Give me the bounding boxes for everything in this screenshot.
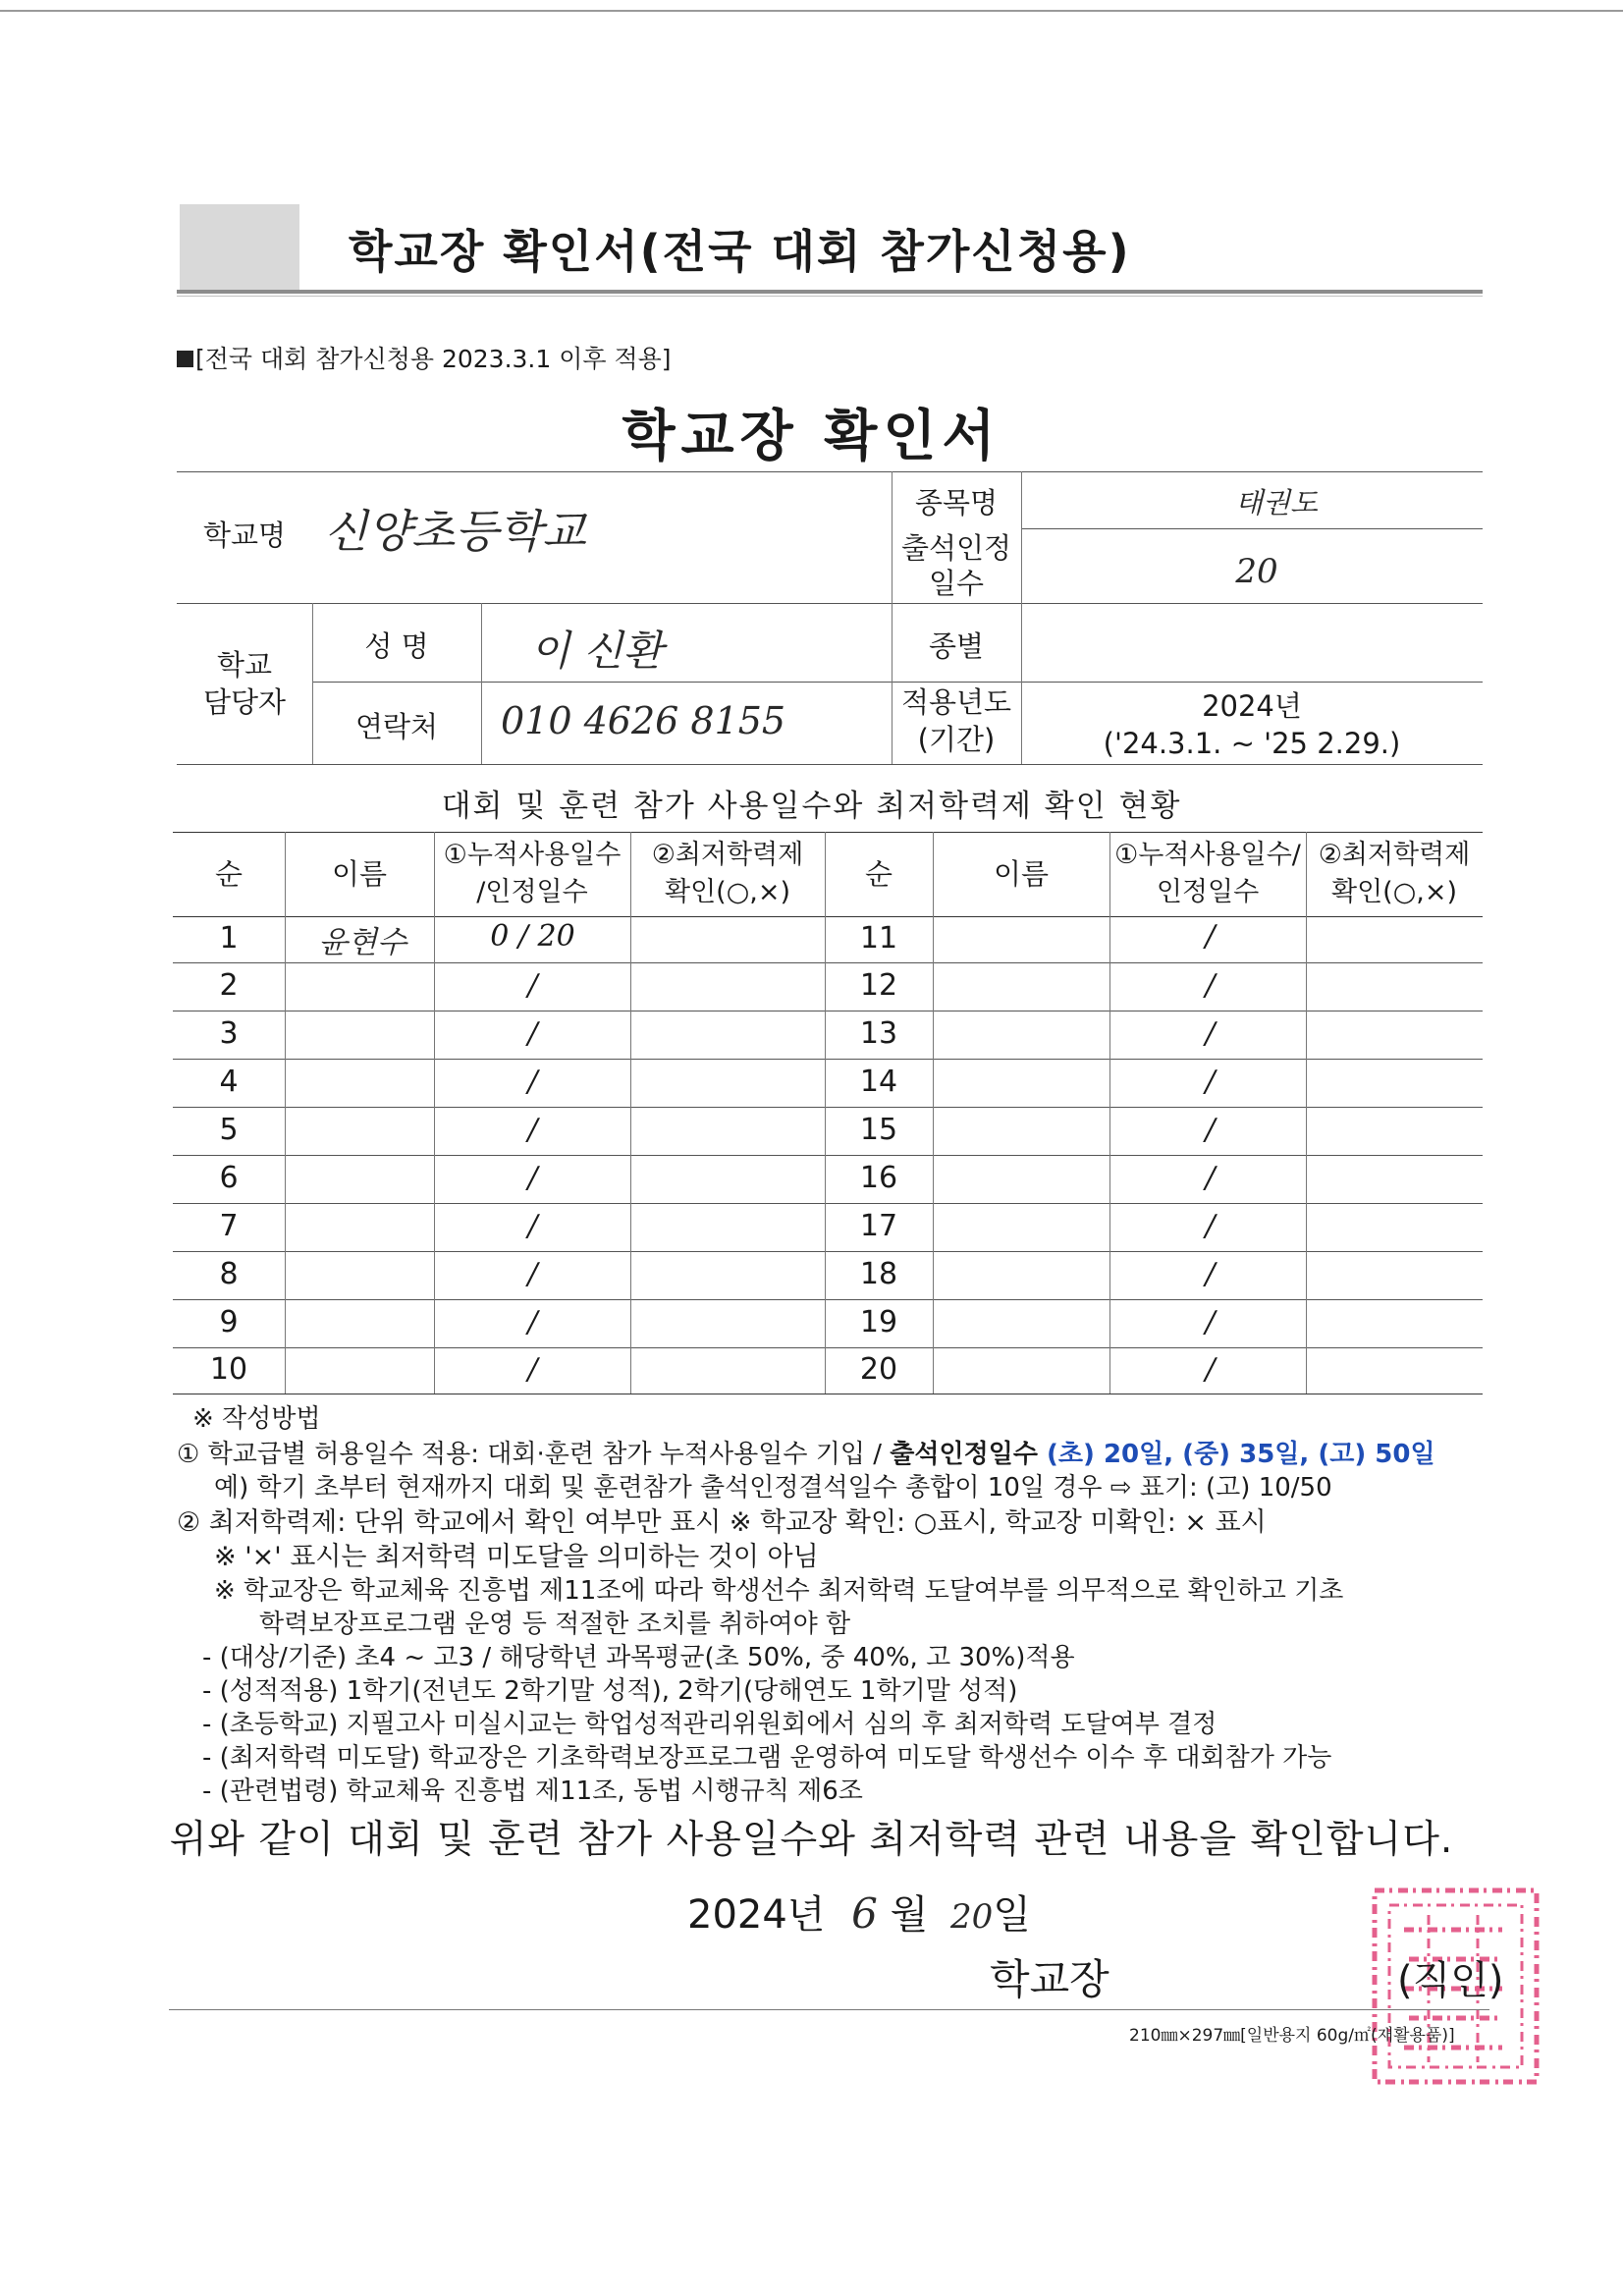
rule (173, 1107, 1483, 1108)
header-min-left-line2: 확인(○,×) (665, 877, 790, 907)
instruction-2-note2b: 학력보장프로그램 운영 등 적절한 조치를 취하여야 함 (259, 1610, 851, 1639)
instruction-2: ② 최저학력제: 단위 학교에서 확인 여부만 표시 ※ 학교장 확인: ○표시, 학교장 미확인: × 표시 (177, 1507, 1267, 1538)
rule (312, 682, 1483, 683)
attendance-label-line2: 일수 (928, 567, 985, 600)
manager-label-line1: 학교 (216, 648, 273, 682)
header-rule (177, 290, 1483, 294)
note-text: [전국 대회 참가신청용 2023.3.1 이후 적용] (195, 345, 672, 373)
instruction-1-highlight: (초) 20일, (중) 35일, (고) 50일 (1037, 1440, 1435, 1469)
row-3-days: / (527, 1016, 538, 1051)
row-20-no: 20 (859, 1352, 898, 1387)
row-18-days: / (1205, 1257, 1216, 1291)
attendance-days-value: 20 (1235, 552, 1278, 591)
scan-top-edge (0, 10, 1623, 12)
row-12-no: 12 (859, 968, 898, 1003)
year-label-line2: (기간) (917, 723, 996, 756)
year-label-line1: 적용년도 (900, 685, 1012, 719)
row-5-days: / (527, 1113, 538, 1147)
rule (1109, 832, 1110, 1394)
instruction-1-bold: 출석인정일수 (890, 1440, 1038, 1469)
header-name-right: 이름 (993, 857, 1050, 891)
date-year: 2024년 (687, 1892, 826, 1938)
instruction-dash-4: - (최저학력 미도달) 학교장은 기초학력보장프로그램 운영하여 미도달 학생선수 이수 후 대회참가 가능 (202, 1743, 1332, 1773)
header-min-left (630, 837, 825, 911)
row-19-no: 19 (859, 1305, 898, 1339)
event-label: 종별 (928, 629, 985, 663)
row-19-days: / (1205, 1305, 1216, 1339)
rule (1306, 832, 1307, 1394)
attendance-label-line1: 출석인정 (900, 531, 1012, 565)
row-14-no: 14 (859, 1065, 898, 1099)
header-days-right-line2: 인정일수 (1156, 877, 1260, 907)
row-13-days: / (1205, 1016, 1216, 1051)
header-days-left (434, 837, 630, 911)
applicability-note (177, 340, 672, 375)
square-bullet-icon (177, 351, 193, 367)
rule (630, 832, 631, 1394)
row-20-days: / (1205, 1352, 1216, 1387)
principal-label: 학교장 (990, 1955, 1109, 2003)
row-5-no: 5 (219, 1113, 239, 1147)
confirmation-statement: 위와 같이 대회 및 훈련 참가 사용일수와 최저학력 관련 내용을 확인합니다. (169, 1818, 1454, 1862)
row-9-no: 9 (219, 1305, 239, 1339)
header-min-right-line2: 확인(○,×) (1331, 877, 1457, 907)
rule (173, 1299, 1483, 1300)
row-11-no: 11 (859, 921, 898, 956)
row-1-days: 0 / 20 (490, 919, 575, 954)
header-days-left-line1: ①누적사용일수 (443, 840, 622, 870)
rule (177, 764, 1483, 765)
manager-label-line2: 담당자 (202, 685, 287, 719)
rule (177, 471, 1483, 472)
attendance-days-label (892, 530, 1021, 601)
applied-year-value (1021, 687, 1483, 762)
school-name-label: 학교명 (202, 519, 287, 552)
contact-value: 010 4626 8155 (501, 699, 786, 742)
rule (173, 1347, 1483, 1348)
rule (434, 832, 435, 1394)
document-title: 학교장 확인서 (622, 405, 1001, 468)
issue-date (687, 1884, 1031, 1940)
row-11-days: / (1205, 919, 1216, 954)
row-3-no: 3 (219, 1016, 239, 1051)
instruction-1 (177, 1434, 1435, 1470)
row-17-days: / (1205, 1209, 1216, 1243)
instructions-heading: ※ 작성방법 (192, 1404, 321, 1434)
header-rule-thin (177, 296, 1483, 297)
rule (173, 1059, 1483, 1060)
date-day-label: 일 (993, 1892, 1031, 1938)
row-2-days: / (527, 968, 538, 1003)
footer-rule (169, 2009, 1489, 2010)
instruction-dash-3: - (초등학교) 지필고사 미실시교는 학업성적관리위원회에서 심의 후 최저학력 도달여부 결정 (202, 1710, 1217, 1739)
name-label: 성 명 (364, 629, 429, 663)
usage-status-title: 대회 및 훈련 참가 사용일수와 최저학력제 확인 현황 (441, 789, 1182, 824)
row-2-no: 2 (219, 968, 239, 1003)
header-shade (180, 204, 299, 291)
instruction-1-example: 예) 학기 초부터 현재까지 대회 및 훈련참가 출석인정결석일수 총합이 10일 경우 ⇨ 표기: (고) 10/50 (214, 1473, 1332, 1503)
date-day: 20 (949, 1897, 994, 1937)
instruction-dash-2: - (성적적용) 1학기(전년도 2학기말 성적), 2학기(당해연도 1학기말 성적) (202, 1676, 1018, 1706)
instruction-2-note2a: ※ 학교장은 학교체육 진흥법 제11조에 따라 학생선수 최저학력 도달여부를 의무적으로 확인하고 기초 (214, 1576, 1344, 1606)
row-8-no: 8 (219, 1257, 239, 1291)
rule (173, 1155, 1483, 1156)
rule (173, 1251, 1483, 1252)
year-value: 2024년 (1202, 689, 1302, 723)
contact-label: 연락처 (354, 710, 439, 743)
header-name-left: 이름 (331, 857, 388, 891)
applied-year-label (892, 683, 1021, 758)
row-15-days: / (1205, 1113, 1216, 1147)
instruction-2-note1: ※ '×' 표시는 최저학력 미도달을 의미하는 것이 아님 (214, 1542, 819, 1572)
manager-name-value: 이 신환 (530, 627, 664, 675)
rule (177, 603, 1483, 604)
header-min-left-line1: ②최저학력제 (651, 840, 804, 870)
rule (1021, 528, 1483, 529)
sport-value: 태권도 (1234, 486, 1319, 519)
header-min-right (1306, 837, 1483, 911)
header-no-left: 순 (214, 857, 243, 891)
date-month: 6 (851, 1889, 878, 1938)
rule (933, 832, 934, 1394)
row-10-no: 10 (209, 1352, 248, 1387)
header-min-right-line1: ②최저학력제 (1318, 840, 1471, 870)
instruction-dash-1: - (대상/기준) 초4 ~ 고3 / 해당학년 과목평균(초 50%, 중 40%, 고 30%)적용 (202, 1643, 1075, 1672)
row-4-no: 4 (219, 1065, 239, 1099)
header-no-right: 순 (864, 857, 893, 891)
row-14-days: / (1205, 1065, 1216, 1099)
header-days-right-line1: ①누적사용일수/ (1114, 840, 1301, 870)
header-days-right (1109, 837, 1306, 911)
row-17-no: 17 (859, 1209, 898, 1243)
rule (481, 603, 482, 764)
row-16-no: 16 (859, 1161, 898, 1195)
row-6-days: / (527, 1161, 538, 1195)
row-16-days: / (1205, 1161, 1216, 1195)
official-seal-label: (직인) (1397, 1958, 1504, 2003)
period-value: ('24.3.1. ~ '25 2.29.) (1103, 727, 1401, 760)
row-1-name: 윤현수 (318, 925, 406, 960)
row-18-no: 18 (859, 1257, 898, 1291)
rule (285, 832, 286, 1394)
row-10-days: / (527, 1352, 538, 1387)
header-days-left-line2: /인정일수 (476, 877, 588, 907)
row-6-no: 6 (219, 1161, 239, 1195)
school-manager-label (177, 646, 312, 721)
rule (173, 1203, 1483, 1204)
row-15-no: 15 (859, 1113, 898, 1147)
school-name-value: 신양초등학교 (324, 505, 586, 558)
instruction-1-text: ① 학교급별 허용일수 적용: 대회·훈련 참가 누적사용일수 기입 / (177, 1440, 891, 1469)
paper-spec-note: 210㎜×297㎜[일반용지 60g/㎡(재활용품)] (1129, 2026, 1455, 2046)
row-4-days: / (527, 1065, 538, 1099)
row-7-no: 7 (219, 1209, 239, 1243)
rule (173, 832, 1483, 833)
date-month-label: 월 (890, 1892, 929, 1938)
row-1-no: 1 (219, 921, 239, 956)
row-13-no: 13 (859, 1016, 898, 1051)
row-7-days: / (527, 1209, 538, 1243)
sport-label: 종목명 (914, 486, 999, 519)
row-8-days: / (527, 1257, 538, 1291)
row-12-days: / (1205, 968, 1216, 1003)
page-header: 학교장 확인서(전국 대회 참가신청용) (349, 225, 1131, 278)
rule (173, 962, 1483, 963)
row-9-days: / (527, 1305, 538, 1339)
instruction-dash-5: - (관련법령) 학교체육 진흥법 제11조, 동법 시행규칙 제6조 (202, 1777, 863, 1806)
